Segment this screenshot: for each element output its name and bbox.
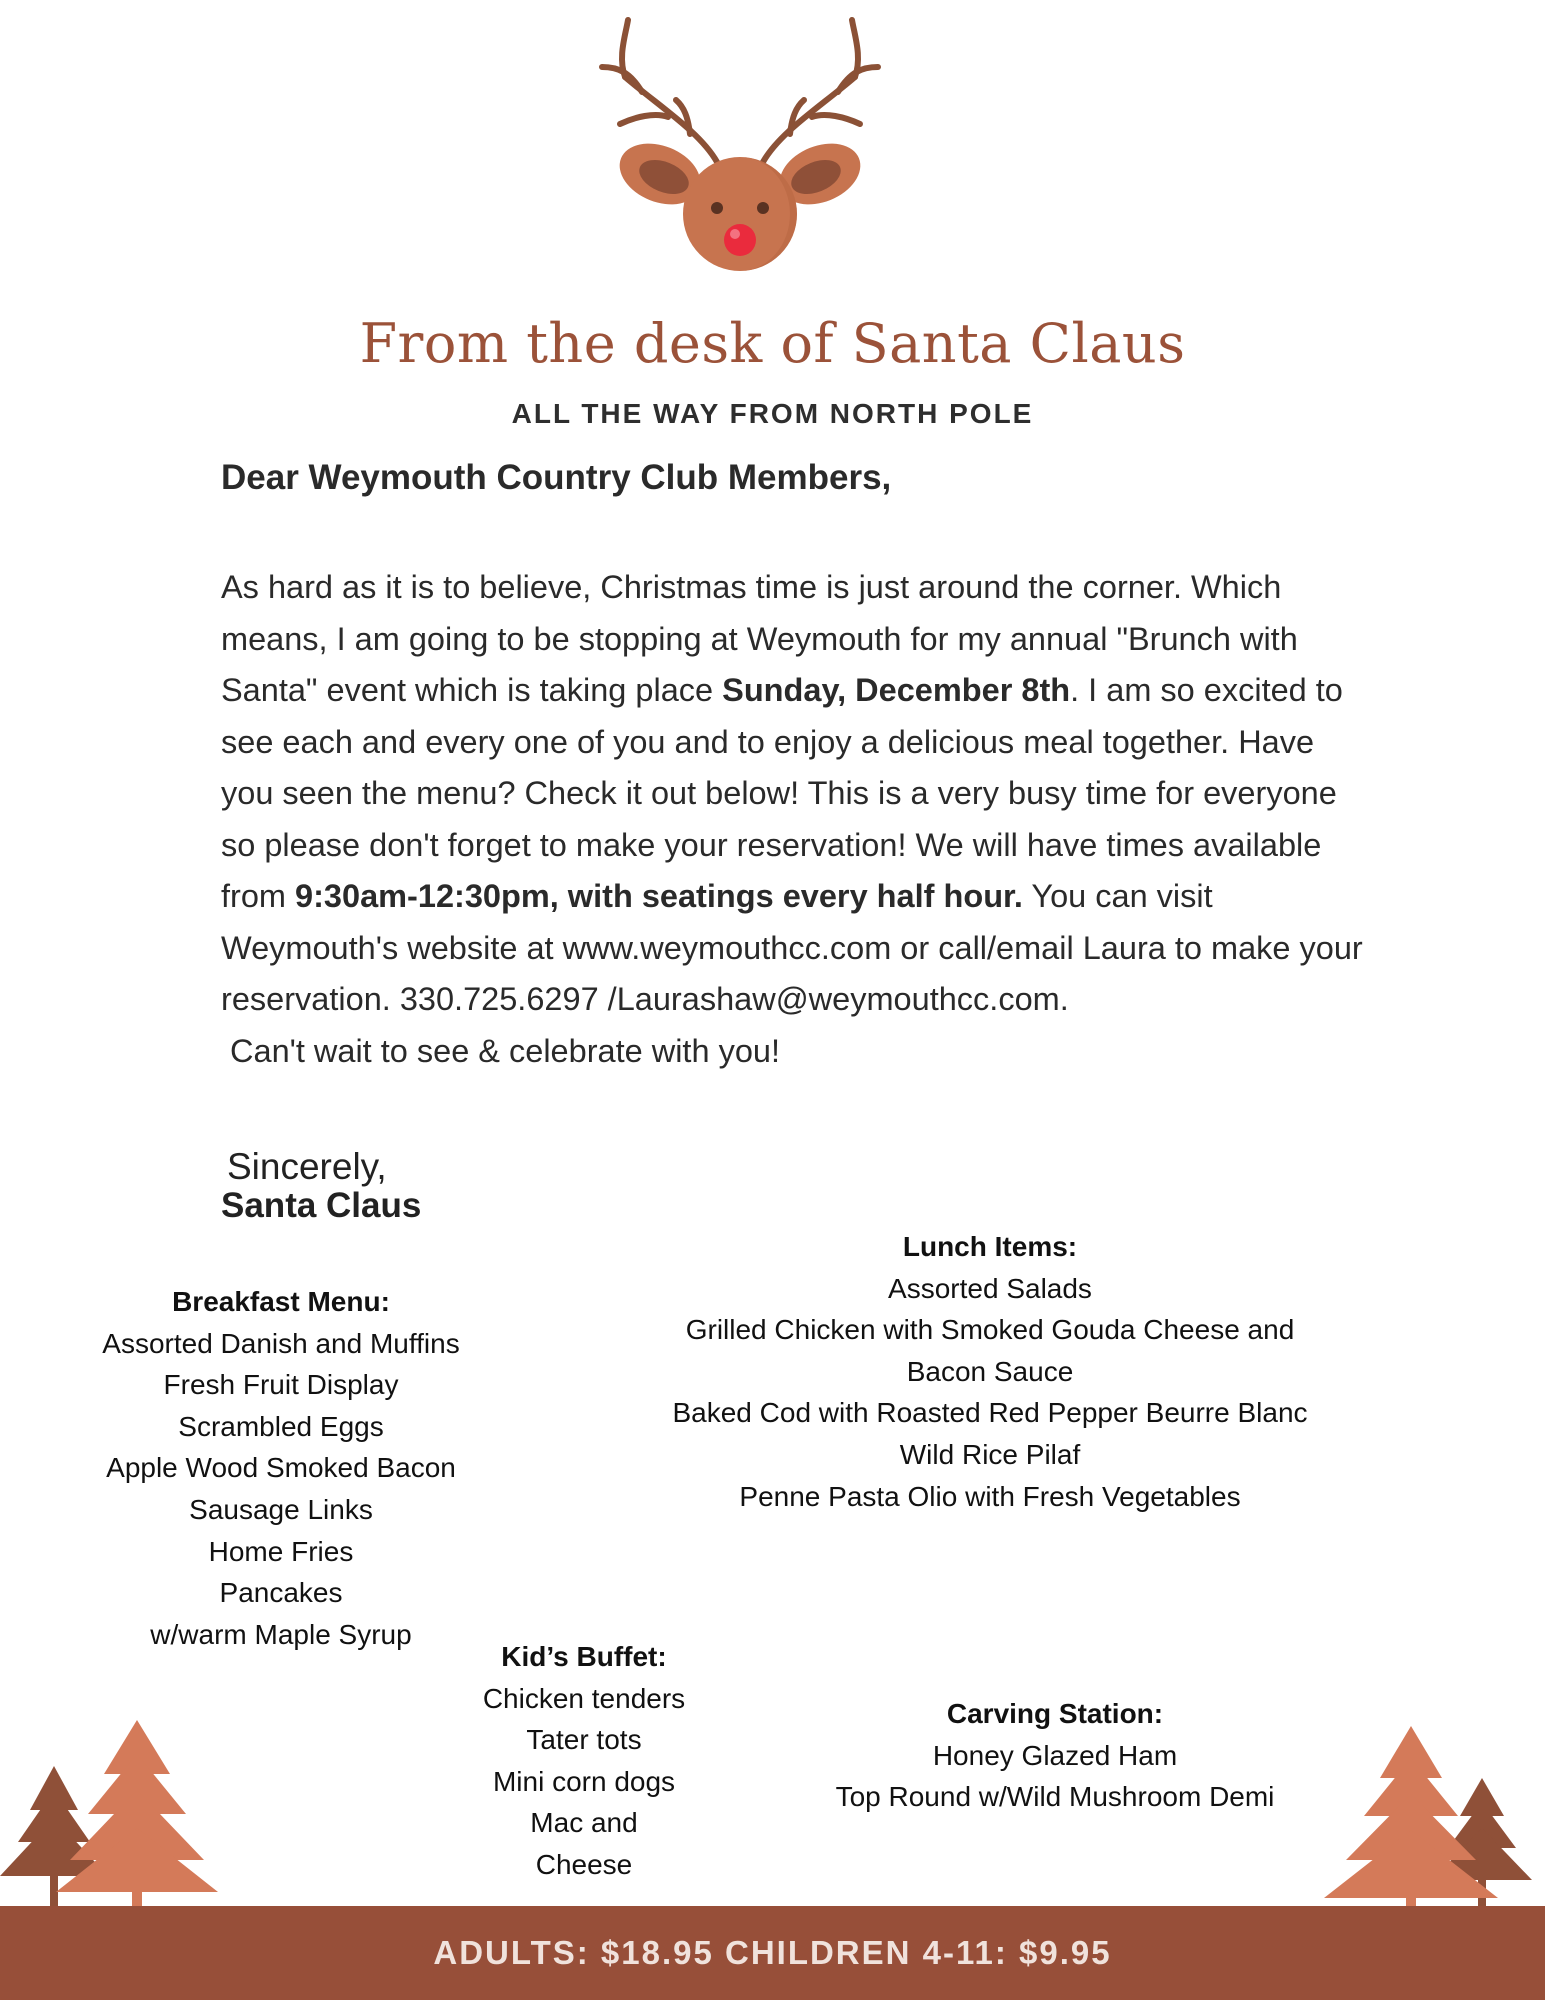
- menu-item: w/warm Maple Syrup: [150, 1618, 412, 1650]
- pine-tree-icon: [1320, 1720, 1545, 1910]
- letter-body-part-1: As hard as it is to believe, Christmas time is just around the corner. Which means, I am going to be stopping at Weymouth for my annual "Brunch with Santa" event which is taking place: [221, 569, 1298, 708]
- price-banner: [0, 1906, 1545, 2000]
- menu-item: Sausage Links: [189, 1493, 373, 1525]
- menu-item: Assorted Danish and Muffins: [102, 1327, 460, 1359]
- breakfast-menu: [60, 1281, 502, 1655]
- menu-item: Assorted Salads: [888, 1272, 1092, 1304]
- letterhead-subtitle: ALL THE WAY FROM NORTH POLE: [511, 398, 1034, 429]
- menu-item: Honey Glazed Ham: [932, 1739, 1178, 1771]
- menu-item: Scrambled Eggs: [178, 1410, 384, 1442]
- event-times: 9:30am-12:30pm, with seatings every half hour.: [295, 878, 1023, 914]
- menu-item: Mini corn dogs: [492, 1765, 676, 1797]
- menu-item: Tater tots: [526, 1724, 642, 1756]
- letter-body-part-3: You can visit Weymouth's website at www.weymouthcc.com or call/email Laura to make your reservation. 330.725.6297 /Laurashaw@weymouthcc.com.: [221, 878, 1363, 1017]
- price-text: ADULTS: $18.95 CHILDREN 4-11: $9.95: [433, 1934, 1112, 1971]
- menu-item: Grilled Chicken with Smoked Gouda Cheese and Bacon Sauce: [685, 1314, 1295, 1387]
- menu-item: Top Round w/Wild Mushroom Demi: [835, 1781, 1275, 1813]
- menu-item: Baked Cod with Roasted Red Pepper Beurre Blanc: [672, 1397, 1308, 1429]
- breakfast-menu-heading: Breakfast Menu:: [172, 1286, 390, 1317]
- pine-tree-icon: [0, 1710, 230, 1910]
- menu-item: Cheese: [535, 1848, 633, 1880]
- menu-item: Penne Pasta Olio with Fresh Vegetables: [739, 1480, 1241, 1512]
- lunch-menu-heading: Lunch Items:: [902, 1231, 1078, 1262]
- closing-line: Can't wait to see & celebrate with you!: [230, 1032, 780, 1069]
- menu-item: Chicken tenders: [482, 1682, 686, 1714]
- signature: Santa Claus: [221, 1186, 422, 1225]
- reindeer-icon: [590, 12, 890, 292]
- letter-greeting: Dear Weymouth Country Club Members,: [221, 458, 892, 497]
- letter-body-part-2: . I am so excited to see each and every one of you and to enjoy a delicious meal together. Have you seen the menu? Check it out below! This is a very busy time for everyone so please don't forget to make your reservation! We will have times available from: [221, 672, 1343, 914]
- kids-menu-heading: Kid’s Buffet:: [501, 1641, 667, 1672]
- menu-item: Fresh Fruit Display: [163, 1369, 399, 1401]
- letter-body: [221, 562, 1371, 1077]
- lunch-menu: [610, 1226, 1370, 1517]
- carving-station-menu: [780, 1693, 1330, 1818]
- kids-menu: [444, 1636, 724, 1886]
- menu-item: Mac and: [530, 1807, 638, 1839]
- event-date: Sunday, December 8th: [722, 672, 1071, 708]
- menu-item: Pancakes: [219, 1577, 343, 1609]
- letterhead-title: From the desk of Santa Claus: [359, 312, 1186, 375]
- menu-item: Wild Rice Pilaf: [899, 1438, 1081, 1470]
- carving-station-heading: Carving Station:: [946, 1698, 1164, 1729]
- sign-off: Sincerely,: [227, 1146, 387, 1187]
- menu-item: Apple Wood Smoked Bacon: [106, 1452, 456, 1484]
- menu-item: Home Fries: [208, 1535, 354, 1567]
